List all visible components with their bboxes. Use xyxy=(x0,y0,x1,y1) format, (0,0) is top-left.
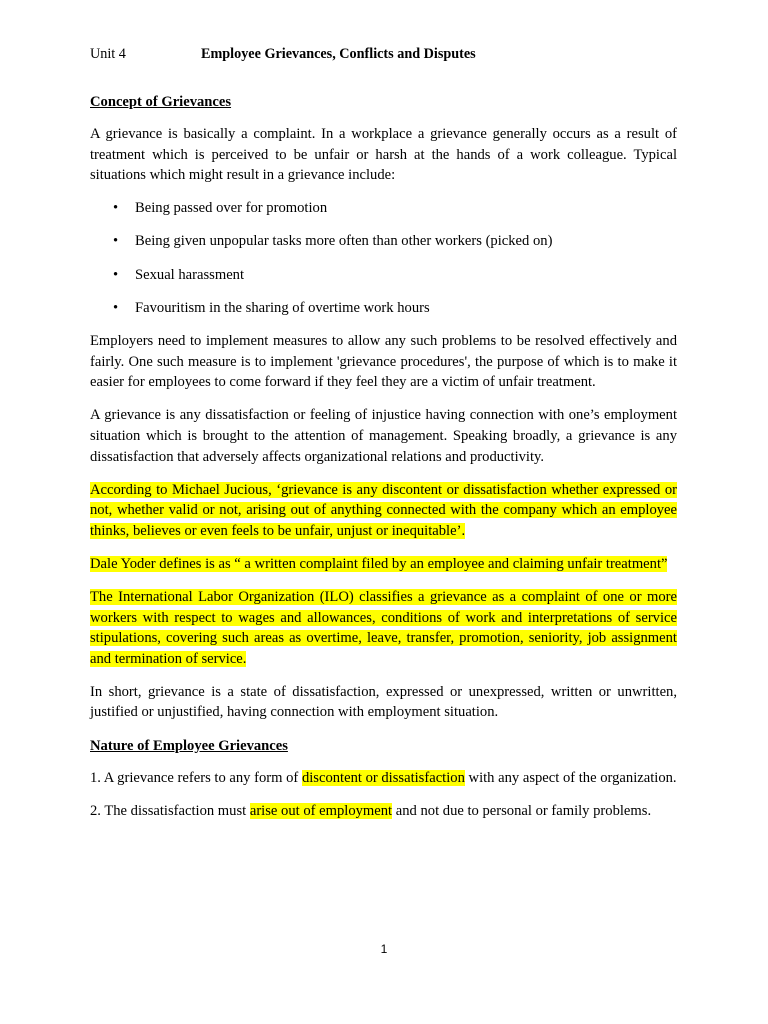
list-item: • Favouritism in the sharing of overtime work hours xyxy=(90,298,677,319)
section-heading-concept: Concept of Grievances xyxy=(90,94,232,110)
point-text: 1. A grievance refers to any form of xyxy=(90,769,302,786)
grievance-definition-paragraph: A grievance is any dissatisfaction or feeling of injustice having connection with one’s employment situation which is brought to the attention of management. Speaking broadly, a grievance is any dissatisfaction that adversely affects organizational relations and productivity. xyxy=(90,407,677,465)
point-text: and not due to personal or family problems. xyxy=(392,802,652,819)
ilo-definition xyxy=(90,587,677,669)
document-page xyxy=(90,44,677,834)
highlighted-text: Dale Yoder defines is as “ a written complaint filed by an employee and claiming unfair treatment” xyxy=(90,555,668,572)
jucious-definition xyxy=(90,480,677,542)
intro-paragraph: A grievance is basically a complaint. In a workplace a grievance generally occurs as a result of treatment which is perceived to be unfair or harsh at the hands of a work colleague. Typical situations which might result in a grievance include: xyxy=(90,126,677,184)
employer-measures-paragraph: Employers need to implement measures to allow any such problems to be resolved effectively and fairly. One such measure is to implement 'grievance procedures', the purpose of which is to make it easier for employees to come forward if they feel they are a victim of unfair treatment. xyxy=(90,333,677,391)
list-item: • Sexual harassment xyxy=(90,265,677,286)
nature-point-1 xyxy=(90,768,677,789)
unit-label: Unit 4 xyxy=(90,46,126,62)
list-item: • Being passed over for promotion xyxy=(90,198,677,219)
yoder-definition xyxy=(90,554,677,575)
highlighted-text: According to Michael Jucious, ‘grievance is any discontent or dissatisfaction whether expressed or not, whether valid or not, arising out of anything connected with the company which an employee thinks, believes or even feels to be unfair, unjust or inequitable’. xyxy=(90,481,677,539)
document-title: Employee Grievances, Conflicts and Disputes xyxy=(201,46,476,62)
page-number: 1 xyxy=(380,942,388,956)
highlighted-text: discontent or dissatisfaction xyxy=(301,769,465,786)
nature-point-2 xyxy=(90,801,677,822)
point-text: with any aspect of the organization. xyxy=(464,769,677,786)
grievance-situations-list xyxy=(90,198,677,318)
section-heading-nature: Nature of Employee Grievances xyxy=(90,737,288,754)
highlighted-text: arise out of employment xyxy=(249,802,393,819)
page-header xyxy=(90,44,677,64)
list-item: • Being given unpopular tasks more often than other workers (picked on) xyxy=(90,231,677,252)
summary-paragraph: In short, grievance is a state of dissatisfaction, expressed or unexpressed, written or unwritten, justified or unjustified, having connection with employment situation. xyxy=(90,683,677,721)
highlighted-text: The International Labor Organization (ILO) classifies a grievance as a complaint of one or more workers with respect to wages and allowances, conditions of work and interpretations of service stipulations, covering such areas as overtime, leave, transfer, promotion, seniority, job assignment and termination of service. xyxy=(90,588,677,667)
point-text: 2. The dissatisfaction must xyxy=(90,802,250,819)
